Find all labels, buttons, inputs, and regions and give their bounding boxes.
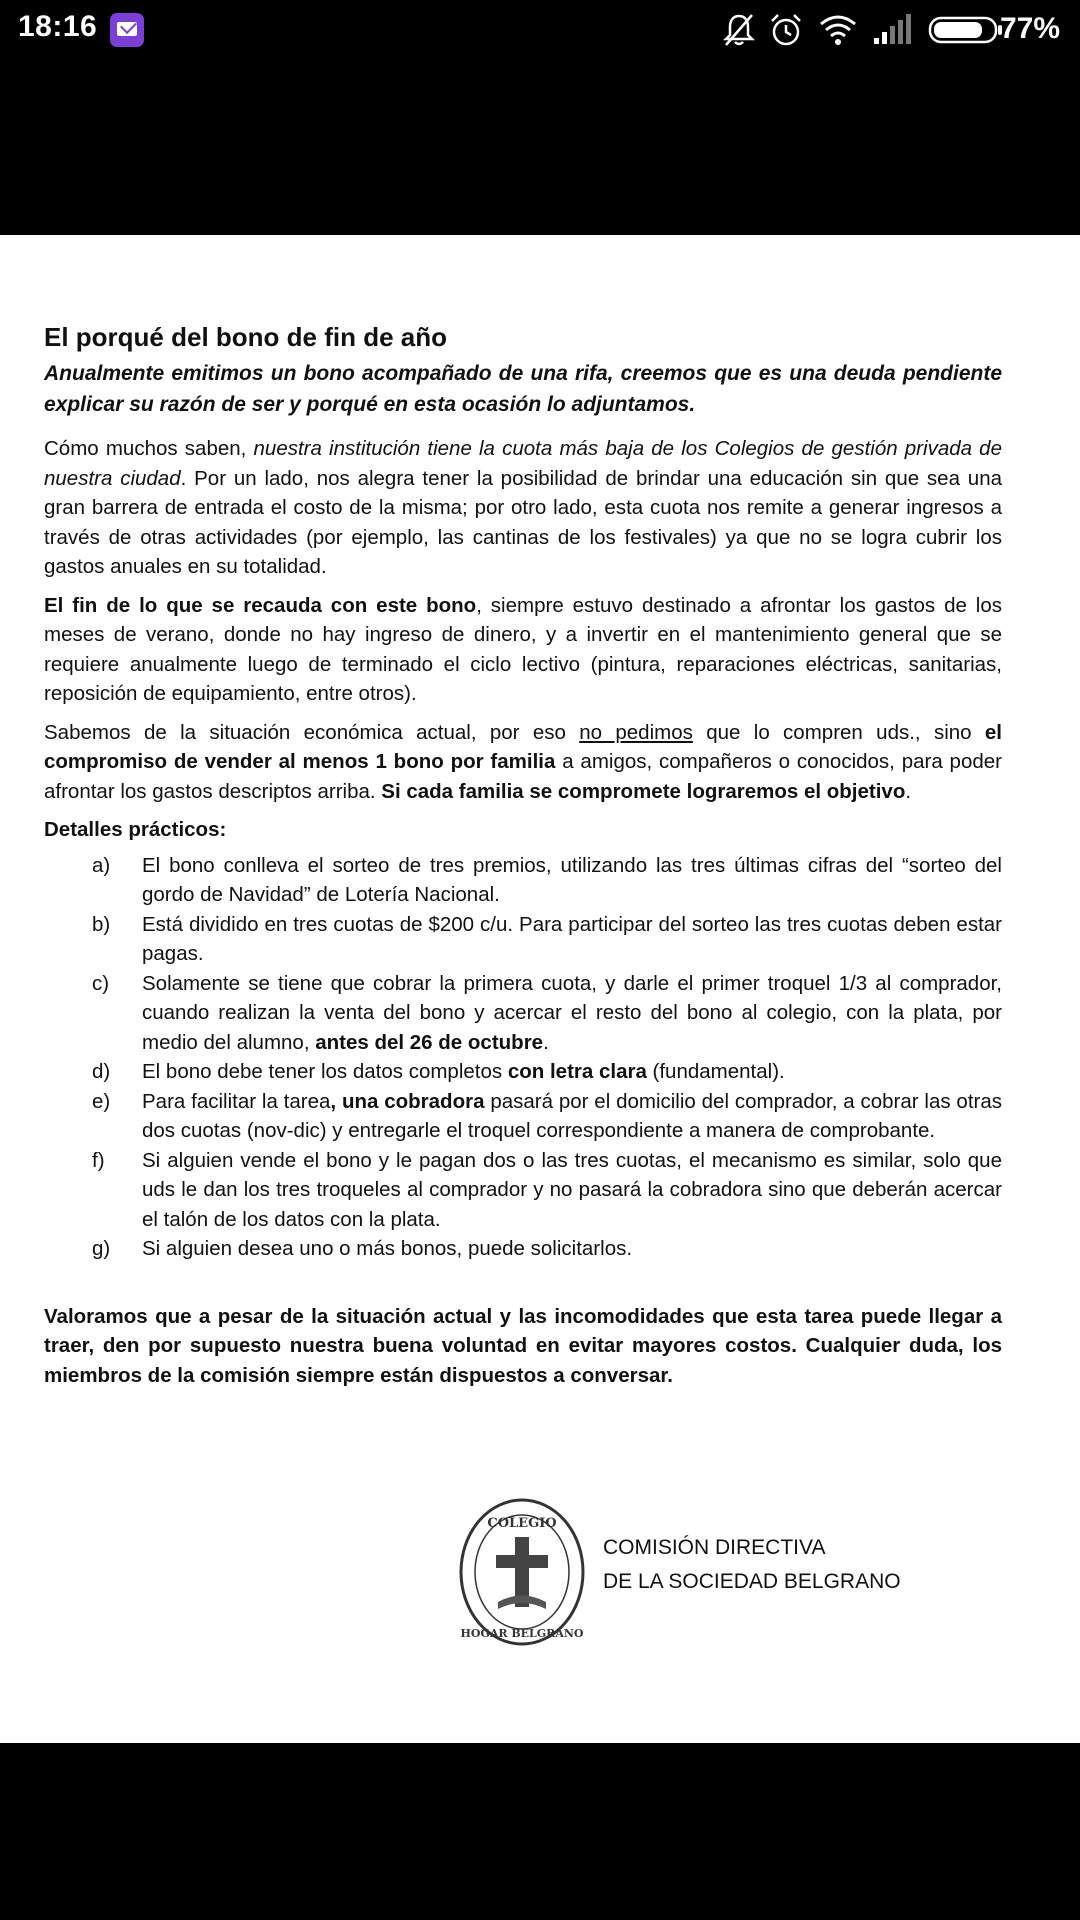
status-time: 18:16: [18, 10, 98, 43]
p2-rest: , siempre estuvo destinado a afrontar los gastos de los meses de verano, donde no hay ingreso de dinero, y a invertir en el mantenimiento general que se requiere anualmente luego de terminado el ciclo lectivo (pintura, reparaciones eléctricas, sanitarias, reposición de equipamiento, entre otros).: [44, 593, 1002, 705]
list-letter: a): [92, 853, 111, 877]
list-text: El bono conlleva el sorteo de tres premios, utilizando las tres últimas cifras del “sorteo del gordo de Navidad” de Lotería Nacional.: [142, 853, 1002, 906]
list-item: [44, 1087, 1002, 1146]
list-text: Si alguien vende el bono y le pagan dos o las tres cuotas, el mecanismo es similar, solo que uds le dan los tres troqueles al comprador y no pasará la cobradora sino que deberán acercar el talón de los datos con la plata.: [142, 1148, 1002, 1231]
p1-lead: Cómo muchos saben,: [44, 437, 254, 460]
list-item: [44, 851, 1002, 910]
paragraph-3: [44, 718, 1002, 807]
list-after: pasará por el domicilio del comprador, a cobrar las otras dos cuotas (nov-dic) y entregarle el troquel correspondiente a manera de comprobante.: [142, 1089, 1003, 1142]
p3-c: a amigos, compañeros o conocidos, para poder afrontar los gastos descriptos arriba.: [44, 750, 1002, 803]
p3-b: que lo compren uds., sino: [692, 720, 985, 744]
closing-paragraph: Valoramos que a pesar de la situación actual y las incomodidades que esta tarea puede llegar a traer, den por supuesto nuestra buena voluntad en evitar mayores costos. Cualquier duda, los miembros de la comisión siempre están dispuestos a conversar.: [44, 1304, 1002, 1387]
list-text: Solamente se tiene que cobrar la primera cuota, y darle el primer troquel 1/3 al comprador, cuando realizan la venta del bono y acercar el resto del bono al colegio, con la plata, por medio del alumno,: [142, 971, 1002, 1054]
p1-italic: nuestra institución tiene la cuota más baja de los Colegios de gestión privada de nuestra ciudad: [44, 437, 1002, 490]
list-text: Si alguien desea uno o más bonos, puede solicitarlos.: [142, 1237, 633, 1260]
seal-text-top: COLEGIO: [487, 1516, 557, 1531]
p3-d: .: [905, 779, 912, 803]
bottom-black-area: [0, 1743, 1080, 1920]
mail-notification-icon: [110, 13, 144, 47]
bell-muted-icon: [722, 12, 756, 48]
seal-text-bottom: HOGAR BELGRANO: [460, 1627, 584, 1640]
p3-bold-1: el compromiso de vender al menos 1 bono por familia: [44, 720, 1003, 773]
list-letter: b): [92, 912, 111, 936]
list-text: El bono debe tener los datos completos: [142, 1060, 508, 1083]
alarm-icon: [768, 12, 804, 48]
document-content: [44, 320, 1002, 1390]
list-text: Para facilitar la tarea: [142, 1089, 331, 1113]
p1-rest: . Por un lado, nos alegra tener la posibilidad de brindar una educación sin que sea una gran barrera de entrada el costo de la misma; por otro lado, esta cuota nos remite a generar ingresos a través de otras actividades (por ejemplo, las cantinas de los festivales) ya que no se logra cubrir los gastos anuales en su totalidad.: [44, 466, 1002, 578]
list-item: [44, 969, 1002, 1058]
list-letter: d): [92, 1060, 111, 1083]
details-list: [44, 851, 1002, 1264]
list-text: Está dividido en tres cuotas de $200 c/u. Para participar del sorteo las tres cuotas deben estar pagas.: [142, 912, 1002, 965]
list-item: [44, 1234, 1002, 1264]
list-bold: con letra clara: [507, 1060, 647, 1083]
paragraph-1: [44, 434, 1002, 582]
p3-underline: no pedimos: [579, 720, 693, 744]
p2-bold: El fin de lo que se recauda con este bono: [44, 593, 477, 617]
status-bar: [0, 0, 1080, 64]
list-item: [44, 1146, 1002, 1235]
signature-block: [458, 1497, 958, 1647]
battery-percentage: 77%: [999, 12, 1060, 45]
wifi-icon: [818, 12, 858, 48]
p3-bold-2: Si cada familia se compromete lograremos el objetivo: [381, 779, 906, 803]
list-item: [44, 910, 1002, 969]
list-bold: antes del 26 de octubre: [315, 1030, 544, 1054]
signature-line-2: DE LA SOCIEDAD BELGRANO: [603, 1570, 901, 1593]
list-item: [44, 1057, 1002, 1087]
signature-text: [603, 1531, 901, 1599]
list-letter: f): [92, 1148, 105, 1172]
signature-line-1: COMISIÓN DIRECTIVA: [603, 1536, 826, 1559]
details-heading: Detalles prácticos:: [44, 818, 227, 841]
battery-icon: [928, 12, 1004, 48]
document-title: El porqué del bono de fin de año: [44, 322, 447, 352]
document-image: [0, 235, 1080, 1743]
p3-a: Sabemos de la situación económica actual, por eso: [44, 720, 580, 744]
document-intro: Anualmente emitimos un bono acompañado de una rifa, creemos que es una deuda pendiente explicar su razón de ser y porqué en esta ocasión lo adjuntamos.: [44, 362, 1002, 416]
paragraph-2: [44, 591, 1002, 709]
list-letter: g): [92, 1237, 111, 1260]
list-letter: c): [92, 971, 110, 995]
list-after: .: [543, 1030, 549, 1054]
list-after: (fundamental).: [646, 1060, 785, 1083]
signal-icon: [870, 12, 914, 48]
list-bold: , una cobradora: [330, 1089, 485, 1113]
school-seal-icon: [458, 1497, 586, 1647]
list-letter: e): [92, 1089, 111, 1113]
